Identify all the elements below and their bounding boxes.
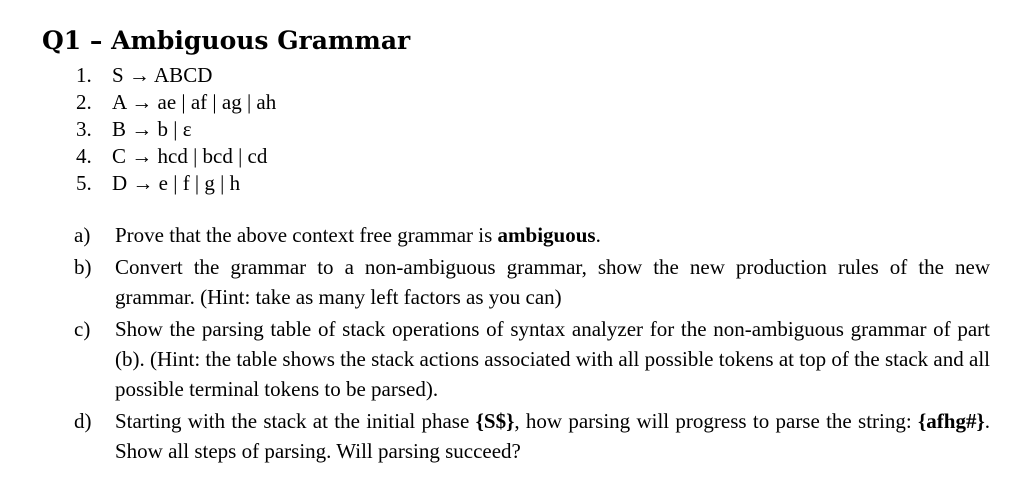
rule-text: S → ABCD: [112, 63, 213, 87]
sub-question-text: Show the parsing table of stack operations of syntax analyzer for the non-ambiguous grammar of part (b). (Hint: the table shows the stack actions associated with all possible tokens at top of the stack and all possible terminal tokens to be parsed).: [115, 317, 990, 401]
sub-questions-list: [74, 220, 990, 468]
initial-stack-text: {S$}: [475, 409, 515, 433]
sub-question-label: c): [74, 317, 91, 341]
sub-question-label: d): [74, 409, 92, 433]
rule-number: 4.: [76, 144, 92, 168]
rule-number: 3.: [76, 117, 92, 141]
rule-number: 2.: [76, 90, 92, 114]
sub-question-text-end: .: [595, 223, 601, 247]
sub-question-b: [74, 252, 990, 312]
rule-number: 5.: [76, 171, 92, 195]
sub-question-label: a): [74, 223, 91, 247]
sub-question-text: Convert the grammar to a non-ambiguous grammar, show the new production rules of the new grammar. (Hint: take as many left factors as you can): [115, 255, 990, 309]
sub-question-text-mid: , how parsing will progress to parse the string:: [514, 409, 919, 433]
sub-question-c: [74, 314, 990, 404]
emphasis-text: ambiguous: [497, 223, 596, 247]
sub-question-d: [74, 406, 990, 466]
sub-question-text: Starting with the stack at the initial phase: [115, 409, 476, 433]
question-title: Q1 – Ambiguous Grammar: [42, 26, 411, 55]
rule-text: C → hcd | bcd | cd: [112, 144, 268, 168]
input-string-text: {afhg#}: [918, 409, 985, 433]
sub-question-label: b): [74, 255, 92, 279]
rule-text: B → b | ε: [112, 117, 192, 141]
rule-text: D → e | f | g | h: [112, 171, 241, 195]
rule-number: 1.: [76, 63, 92, 87]
sub-question-text: Prove that the above context free grammar is: [115, 223, 498, 247]
sub-question-a: [74, 220, 990, 250]
sub-question-text-end: . Show all steps of parsing. Will parsing succeed?: [115, 409, 990, 463]
rule-text: A → ae | af | ag | ah: [112, 90, 277, 114]
